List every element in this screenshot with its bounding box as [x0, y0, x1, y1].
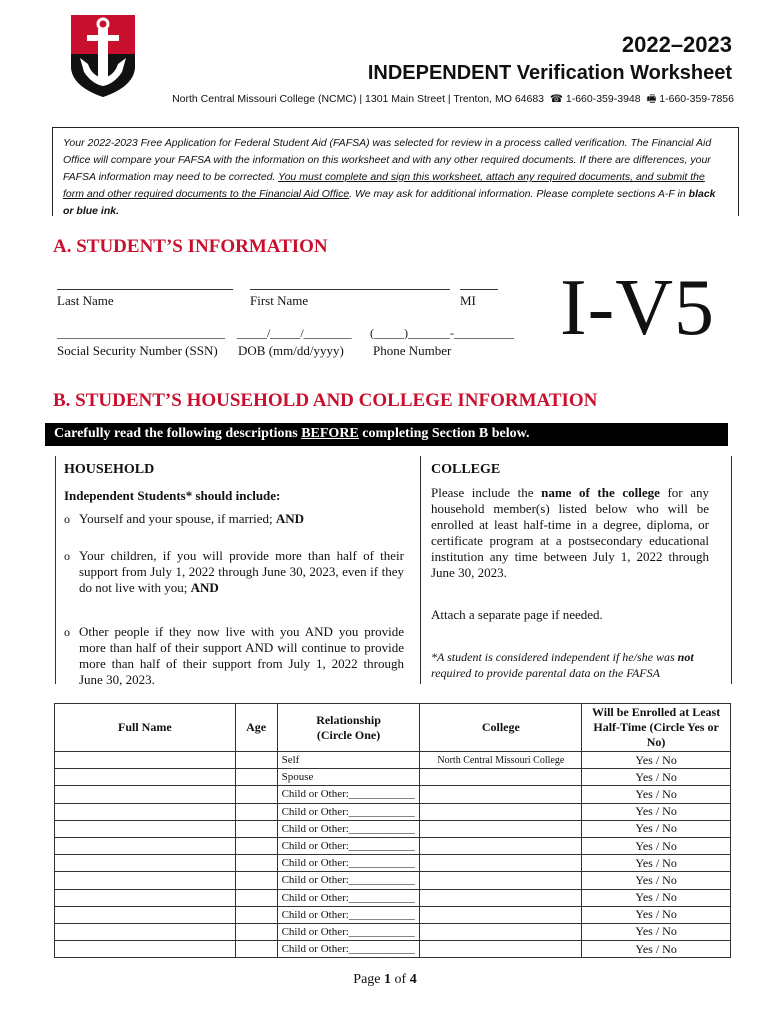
bullet-circle-icon: o	[64, 549, 70, 563]
section-a-title: A. STUDENT’S INFORMATION	[53, 236, 328, 257]
name-cell[interactable]	[55, 906, 236, 923]
table-row	[55, 923, 731, 940]
bullet-2-text: Your children, if you will provide more than half of their support from July 1, 2022 through June 30, 2023, even if they do not live with you;	[79, 548, 404, 595]
name-cell[interactable]	[55, 837, 236, 854]
enrolled-cell[interactable]: Yes / No	[582, 923, 731, 940]
header-full-name: Full Name	[55, 704, 236, 752]
relationship-cell[interactable]: Child or Other:____________	[277, 855, 420, 872]
phone-label: Phone Number	[373, 343, 452, 358]
college-text-bold: name of the college	[541, 485, 660, 500]
name-cell[interactable]	[55, 941, 236, 958]
college-cell[interactable]	[420, 906, 582, 923]
form-title: INDEPENDENT Verification Worksheet	[367, 62, 732, 84]
age-cell[interactable]	[235, 906, 277, 923]
household-heading: HOUSEHOLD	[64, 462, 155, 477]
name-cell[interactable]	[55, 872, 236, 889]
relationship-cell[interactable]: Child or Other:____________	[277, 906, 420, 923]
college-address	[172, 91, 734, 109]
relationship-cell[interactable]: Spouse	[277, 769, 420, 786]
name-cell[interactable]	[55, 752, 236, 769]
household-bullet-1	[64, 511, 404, 529]
fax-number: 1-660-359-7856	[659, 93, 734, 105]
relationship-cell[interactable]: Child or Other:____________	[277, 820, 420, 837]
household-subheading: Independent Students* should include:	[64, 488, 281, 503]
enrolled-cell[interactable]: Yes / No	[582, 786, 731, 803]
table-row	[55, 872, 731, 889]
enrolled-cell[interactable]: Yes / No	[582, 752, 731, 769]
bullet-3-text: Other people if they now live with you AND you provide more than half of their support AND will continue to provide more than half of their support from July 1, 2022 through June 30, 2023.	[79, 624, 404, 687]
college-cell[interactable]: North Central Missouri College	[420, 752, 582, 769]
enrolled-cell[interactable]: Yes / No	[582, 889, 731, 906]
name-cell[interactable]	[55, 889, 236, 906]
footnote-text-bold: not	[677, 650, 694, 664]
intro-box	[52, 127, 739, 216]
college-cell[interactable]	[420, 889, 582, 906]
enrolled-cell[interactable]: Yes / No	[582, 941, 731, 958]
first-name-label: First Name	[250, 293, 309, 308]
table-header-row	[55, 704, 731, 752]
footnote-text-2: required to provide parental data on the FAFSA	[431, 666, 660, 680]
name-cell[interactable]	[55, 769, 236, 786]
bullet-2-and: AND	[190, 580, 219, 595]
ssn-field[interactable]: ____________________________	[57, 326, 225, 340]
table-row	[55, 906, 731, 923]
attach-note: Attach a separate page if needed.	[431, 607, 603, 622]
college-cell[interactable]	[420, 820, 582, 837]
intro-text-underlined: You must complete and sign this worksheet, attach any required documents, and submit the form and other required documents to the Financial Aid Office	[63, 171, 705, 200]
relationship-cell[interactable]: Child or Other:____________	[277, 872, 420, 889]
household-bullet-2	[64, 548, 404, 598]
header-enrolled: Will be Enrolled at Least Half-Time (Circle Yes or No)	[582, 704, 731, 752]
enrolled-cell[interactable]: Yes / No	[582, 769, 731, 786]
footer-of-word: of	[391, 972, 410, 987]
page-footer	[0, 972, 770, 988]
address-text: North Central Missouri College (NCMC) | 1301 Main Street | Trenton, MO 64683	[172, 93, 545, 105]
mi-line[interactable]	[460, 289, 498, 290]
relationship-cell[interactable]: Child or Other:____________	[277, 837, 420, 854]
table-row	[55, 752, 731, 769]
table-row	[55, 837, 731, 854]
college-cell[interactable]	[420, 769, 582, 786]
table-row	[55, 820, 731, 837]
age-cell[interactable]	[235, 872, 277, 889]
mi-label: MI	[460, 293, 476, 308]
relationship-cell[interactable]: Child or Other:____________	[277, 786, 420, 803]
bullet-1-text: Yourself and your spouse, if married;	[79, 511, 276, 526]
relationship-cell[interactable]: Child or Other:____________	[277, 941, 420, 958]
table-row	[55, 855, 731, 872]
dob-field[interactable]: _____/_____/________	[237, 326, 352, 340]
table-row	[55, 889, 731, 906]
last-name-line[interactable]	[57, 289, 233, 290]
age-cell[interactable]	[235, 820, 277, 837]
age-cell[interactable]	[235, 786, 277, 803]
section-b-title: B. STUDENT’S HOUSEHOLD AND COLLEGE INFORMATION	[53, 390, 598, 411]
footer-page-total: 4	[409, 972, 417, 987]
name-cell[interactable]	[55, 803, 236, 820]
bullet-circle-icon: o	[64, 512, 70, 526]
footer-page-word: Page	[353, 972, 385, 987]
enrolled-cell[interactable]: Yes / No	[582, 820, 731, 837]
age-cell[interactable]	[235, 855, 277, 872]
enrolled-cell[interactable]: Yes / No	[582, 803, 731, 820]
last-name-label: Last Name	[57, 293, 114, 308]
form-year: 2022–2023	[621, 32, 732, 57]
age-cell[interactable]	[235, 889, 277, 906]
age-cell[interactable]	[235, 923, 277, 940]
bar-text-2: completing Section B below.	[358, 426, 530, 441]
independent-footnote	[431, 649, 716, 681]
form-code: I-V5	[560, 264, 716, 352]
intro-text-3: . We may ask for additional information. Please complete sections A-F in	[349, 188, 689, 200]
bullet-circle-icon: o	[64, 625, 70, 639]
enrolled-cell[interactable]: Yes / No	[582, 837, 731, 854]
relationship-cell[interactable]: Self	[277, 752, 420, 769]
bullet-1-and: AND	[275, 511, 305, 526]
college-right-border	[731, 456, 732, 684]
age-cell[interactable]	[235, 752, 277, 769]
college-cell[interactable]	[420, 923, 582, 940]
college-cell[interactable]	[420, 803, 582, 820]
intro-text-1: Your 2022-2023 Free Application for Federal Student Aid (FAFSA) was selected for review in a process called verification. The Financial Aid Office will compare your FAFSA with the information on this worksheet and with any other required documents. If there are differences, your FAFSA information may need to be corrected.	[63, 137, 712, 183]
ssn-label: Social Security Number (SSN)	[57, 343, 218, 358]
name-cell[interactable]	[55, 786, 236, 803]
relationship-cell[interactable]: Child or Other:____________	[277, 803, 420, 820]
bar-text-before: BEFORE	[301, 426, 359, 441]
household-bullet-3	[64, 624, 404, 688]
college-cell[interactable]	[420, 786, 582, 803]
college-cell[interactable]	[420, 855, 582, 872]
table-row	[55, 803, 731, 820]
college-paragraph	[431, 485, 709, 581]
header-college: College	[420, 704, 582, 752]
column-divider	[420, 456, 421, 684]
dob-label: DOB (mm/dd/yyyy)	[238, 343, 344, 358]
first-name-line[interactable]	[250, 289, 450, 290]
college-cell[interactable]	[420, 837, 582, 854]
phone-number: 1-660-359-3948	[565, 93, 641, 105]
table-row	[55, 941, 731, 958]
enrolled-cell[interactable]: Yes / No	[582, 872, 731, 889]
enrolled-cell[interactable]: Yes / No	[582, 906, 731, 923]
age-cell[interactable]	[235, 941, 277, 958]
college-cell[interactable]	[420, 941, 582, 958]
relationship-cell[interactable]: Child or Other:____________	[277, 889, 420, 906]
fax-icon: 🖷	[643, 93, 660, 105]
relationship-cell[interactable]: Child or Other:____________	[277, 923, 420, 940]
household-left-border	[55, 456, 56, 684]
college-text-2: for any household member(s) listed below who will be enrolled at least half-time in a degree, diploma, or certificate program at a postsecondary educational institution any time between July 1, 2022 through June 30, 2023.	[431, 485, 709, 580]
college-text-1: Please include the	[431, 485, 542, 500]
header-age: Age	[235, 704, 277, 752]
age-cell[interactable]	[235, 837, 277, 854]
enrolled-cell[interactable]: Yes / No	[582, 855, 731, 872]
bar-text-1: Carefully read the following descriptions	[54, 426, 302, 441]
phone-field[interactable]: (_____)_______-__________	[370, 326, 514, 340]
table-row	[55, 786, 731, 803]
name-cell[interactable]	[55, 855, 236, 872]
household-table	[54, 703, 731, 958]
header-relationship: Relationship (Circle One)	[277, 704, 420, 752]
age-cell[interactable]	[235, 803, 277, 820]
college-cell[interactable]	[420, 872, 582, 889]
table-row	[55, 769, 731, 786]
college-heading: COLLEGE	[431, 462, 501, 477]
footer-page-number: 1	[384, 972, 392, 987]
age-cell[interactable]	[235, 769, 277, 786]
footnote-text-1: *A student is considered independent if he/she was	[431, 650, 678, 664]
name-cell[interactable]	[55, 820, 236, 837]
instruction-bar	[45, 423, 728, 446]
name-cell[interactable]	[55, 923, 236, 940]
intro-text-bold: black or blue ink.	[63, 188, 716, 217]
phone-icon: ☎	[546, 93, 566, 105]
anchor-shield-logo	[70, 14, 136, 98]
